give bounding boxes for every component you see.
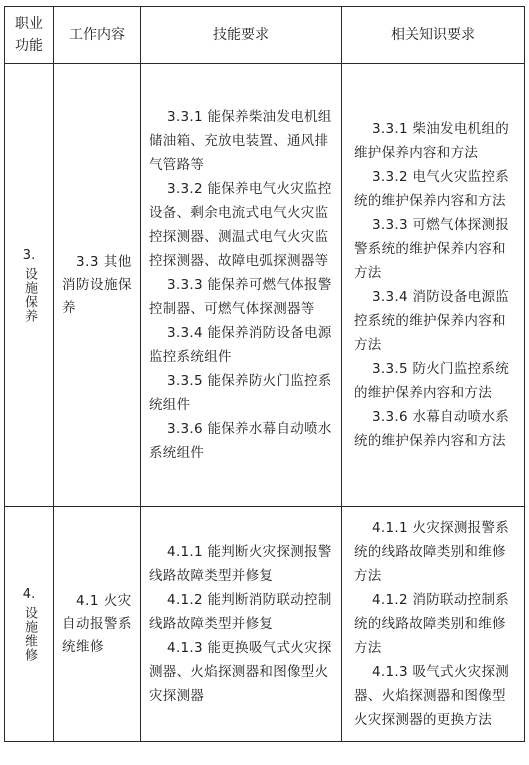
header-skills: 技能要求 [141,7,342,64]
knowledge-item: 4.1.1 火灾探测报警系统的线路故障类别和维修方法 [354,520,510,584]
header-work: 工作内容 [54,7,141,64]
skill-item: 3.3.6 能保养水幕自动喷水系统组件 [149,421,332,461]
work-cell [54,507,141,742]
function-name: 设施维修 [22,606,37,662]
table-row [5,507,525,742]
skill-item: 4.1.2 能判断消防联动控制线路故障类型并修复 [149,592,332,632]
skill-item: 3.3.4 能保养消防设备电源监控系统组件 [149,325,332,365]
function-cell [5,64,54,507]
header-knowledge: 相关知识要求 [342,7,525,64]
header-function: 职业功能 [5,7,54,64]
work-content: 4.1 火灾自动报警系统维修 [62,592,132,655]
function-number: 3. [22,248,36,263]
knowledge-item: 3.3.2 电气火灾监控系统的维护保养内容和方法 [354,169,510,209]
table-row [5,64,525,507]
skills-cell [141,507,342,742]
function-name: 设施保养 [22,267,37,323]
skills-table [4,6,525,742]
work-cell [54,64,141,507]
knowledge-item: 4.1.2 消防联动控制系统的线路故障类别和维修方法 [354,592,510,656]
work-content: 3.3 其他消防设施保养 [62,253,132,316]
knowledge-cell [342,507,525,742]
skill-item: 3.3.2 能保养电气火灾监控设备、剩余电流式电气火灾监控探测器、测温式电气火灾监控探测器、故障电弧探测器等 [149,181,332,269]
skill-item: 4.1.1 能判断火灾探测报警线路故障类型并修复 [149,544,332,584]
skill-item: 4.1.3 能更换吸气式火灾探测器、火焰探测器和图像型火灾探测器 [149,640,332,704]
knowledge-item: 3.3.5 防火门监控系统的维护保养内容和方法 [354,361,510,401]
function-cell [5,507,54,742]
skill-item: 3.3.1 能保养柴油发电机组储油箱、充放电装置、通风排气管路等 [149,109,332,173]
knowledge-item: 3.3.3 可燃气体探测报警系统的维护保养内容和方法 [354,217,510,281]
function-number: 4. [22,587,36,602]
table-header-row [5,7,525,64]
skill-item: 3.3.5 能保养防火门监控系统组件 [149,373,332,413]
skills-cell [141,64,342,507]
knowledge-item: 3.3.6 水幕自动喷水系统的维护保养内容和方法 [354,409,510,449]
knowledge-item: 3.3.4 消防设备电源监控系统的维护保养内容和方法 [354,289,510,353]
skill-item: 3.3.3 能保养可燃气体报警控制器、可燃气体探测器等 [149,277,332,317]
knowledge-cell [342,64,525,507]
knowledge-item: 4.1.3 吸气式火灾探测器、火焰探测器和图像型火灾探测器的更换方法 [354,664,510,728]
knowledge-item: 3.3.1 柴油发电机组的维护保养内容和方法 [354,121,510,161]
